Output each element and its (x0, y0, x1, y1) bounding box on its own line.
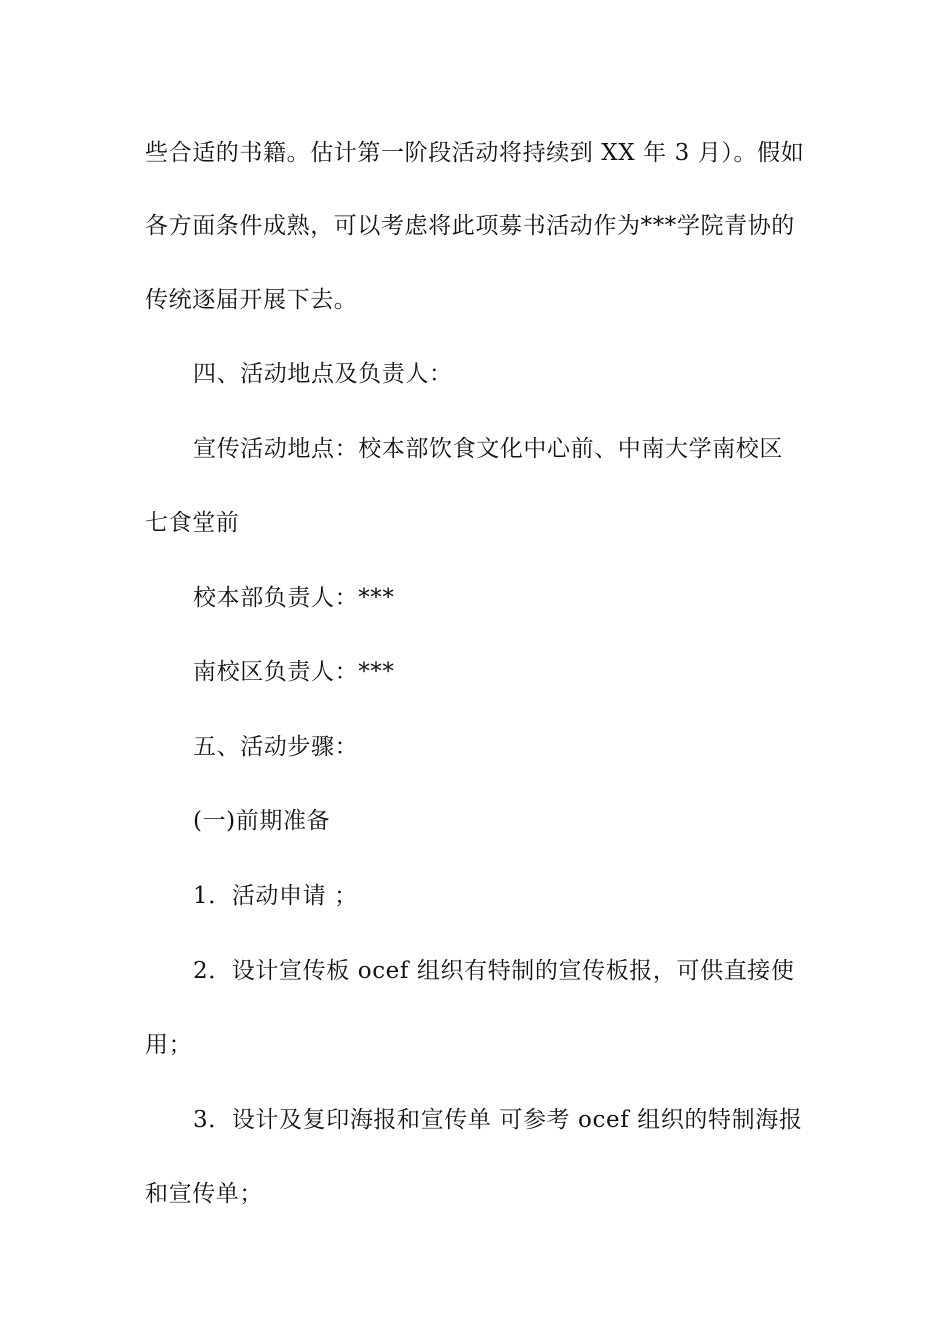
paragraph-line: 宣传活动地点：校本部饮食文化中心前、中南大学南校区 (193, 436, 783, 462)
paragraph-line: 用； (145, 1032, 193, 1058)
list-item: 3．设计及复印海报和宣传单 可参考 ocef 组织的特制海报 (193, 1107, 803, 1133)
section-heading: 五、活动步骤： (193, 734, 359, 760)
section-heading: 四、活动地点及负责人： (193, 361, 453, 387)
paragraph-line: 和宣传单； (145, 1181, 263, 1207)
subsection-heading: (一)前期准备 (193, 808, 331, 834)
paragraph-line: 各方面条件成熟，可以考虑将此项募书活动作为***学院青协的 (145, 213, 795, 239)
list-item: 2．设计宣传板 ocef 组织有特制的宣传板报，可供直接使 (193, 958, 795, 984)
paragraph-line: 些合适的书籍。估计第一阶段活动将持续到 XX 年 3 月）。假如 (145, 140, 805, 166)
paragraph-line: 传统逐届开展下去。 (145, 287, 358, 313)
list-item: 1．活动申请 ； (193, 883, 358, 909)
paragraph-line: 校本部负责人：*** (193, 585, 395, 611)
paragraph-line: 南校区负责人：*** (193, 659, 395, 685)
paragraph-line: 七食堂前 (145, 510, 240, 536)
